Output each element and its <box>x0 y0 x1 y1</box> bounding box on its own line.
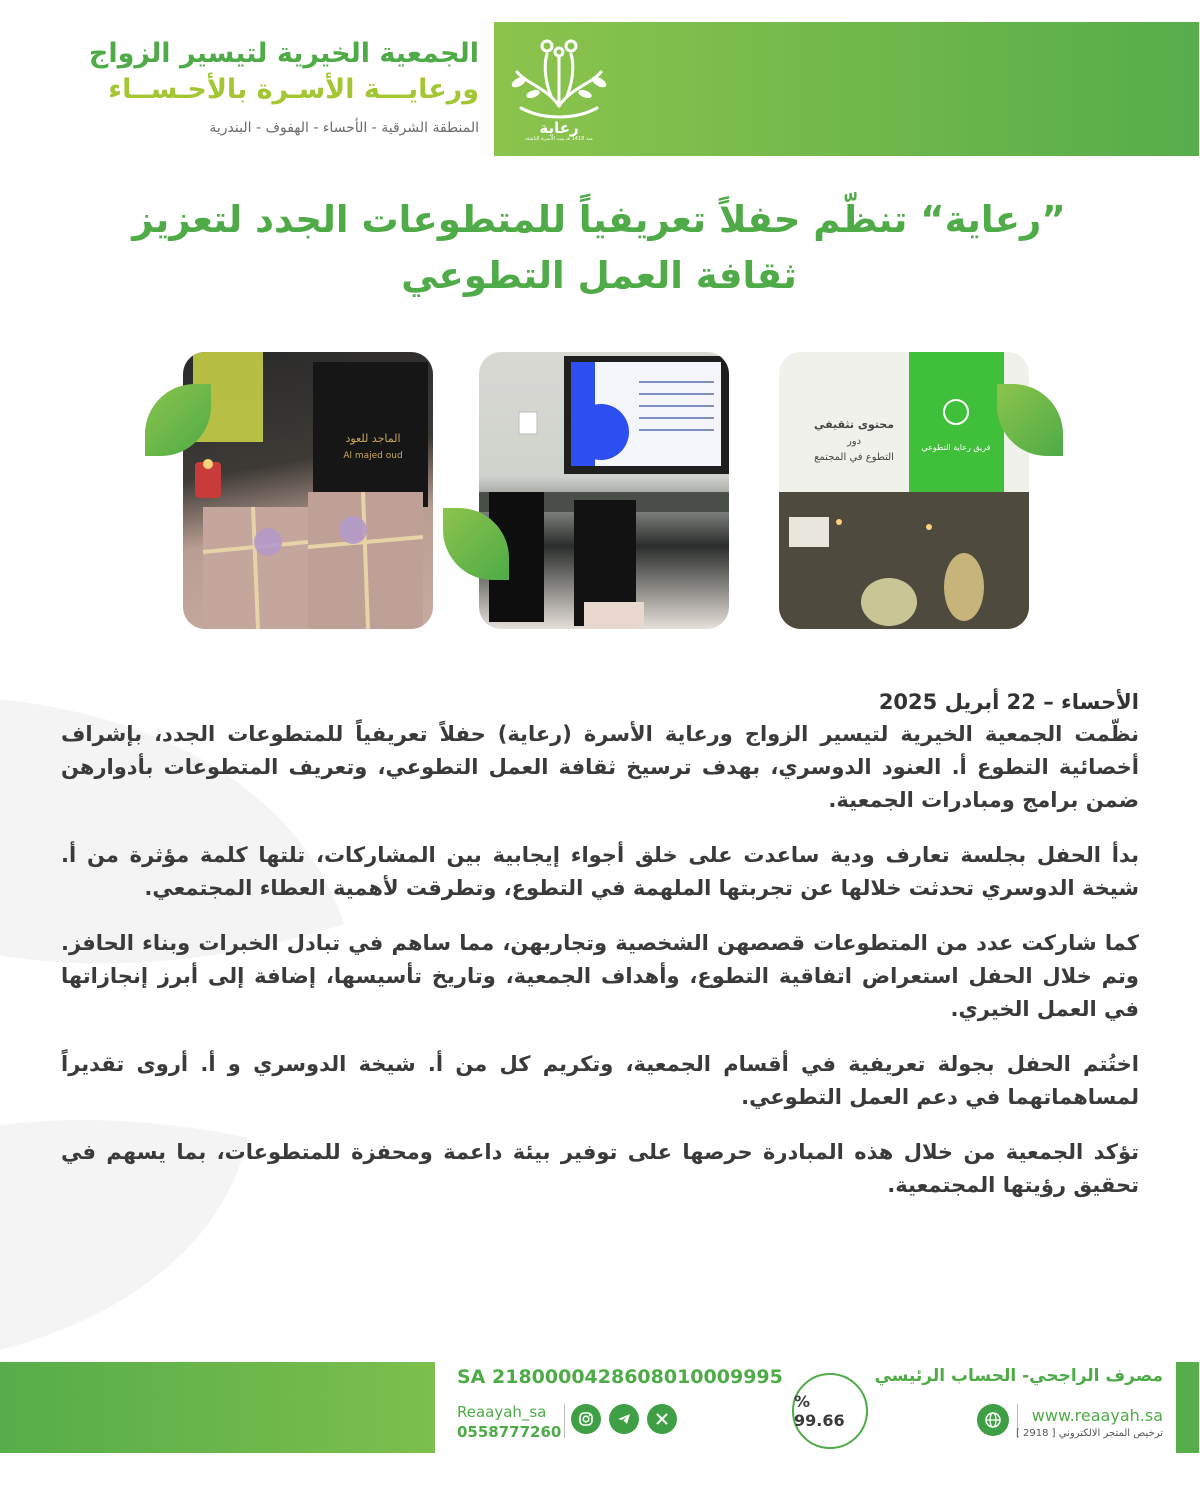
article-paragraph: بدأ الحفل بجلسة تعارف ودية ساعدت على خلق أجواء إيجابية بين المشاركات، تلتها كلمة مؤثرة من أ. شيخة الدوسري تحدثت خلالها عن تجربتها الملهمة في التطوع، وتطرقت لأهمية العطاء المجتمعي. <box>62 843 1140 900</box>
footer-green-band <box>0 1362 436 1453</box>
bag-brand-ar: الماجد للعود <box>346 432 402 445</box>
headline-line1: ”رعاية“ تنظّم حفلاً تعريفياً للمتطوعات الجدد لتعزيز <box>133 198 1067 241</box>
website-link[interactable]: www.reaayah.sa <box>1032 1406 1164 1425</box>
logo-name: رعاية <box>540 119 580 137</box>
footer-green-edge <box>1177 1362 1200 1453</box>
article-paragraph: كما شاركت عدد من المتطوعات قصصهن الشخصية وتجاربهن، مما ساهم في تبادل الخبرات وبناء الحافز. وتم خلال الحفل استعراض اتفاقية التطوع، وأهداف الجمعية، وتاريخ تأسيسها، إضافة إلى أبرز إنجازاتها في العمل الخيري. <box>62 931 1140 1021</box>
badge-value: % 99.66 <box>795 1392 846 1430</box>
x-icon[interactable] <box>648 1404 678 1434</box>
headline-line2: ثقافة العمل التطوعي <box>402 254 798 297</box>
article-paragraph: تؤكد الجمعية من خلال هذه المبادرة حرصها على توفير بيئة داعمة ومحفزة للمتطوعات، بما يسهم في تحقيق رؤيتها المجتمعية. <box>62 1140 1140 1197</box>
page-title <box>80 192 1120 304</box>
phone-number: 0558777260 <box>458 1423 563 1441</box>
photo-gift-boxes <box>184 352 434 629</box>
slide-line3: التطوع في المجتمع <box>815 452 895 463</box>
footer-divider <box>565 1404 566 1438</box>
social-handle: Reaayah_sa <box>458 1403 548 1421</box>
article-paragraph: نظّمت الجمعية الخيرية لتيسير الزواج ورعاية الأسرة (رعاية) حفلاً تعريفياً للمتطوعات الجدد، بإشراف أخصائية التطوع أ. العنود الدوسري، بهدف ترسيخ ثقافة العمل التطوعي، وتعريف المتطوعات بأدوارهن ضمن برامج ومبادرات الجمعية. <box>62 722 1140 812</box>
slide-team: فريق رعاية التطوعي <box>922 443 992 452</box>
globe-icon[interactable] <box>978 1404 1010 1436</box>
compliance-badge <box>793 1373 869 1449</box>
social-links <box>572 1404 678 1434</box>
article-paragraph: اختُتم الحفل بجولة تعريفية في أقسام الجمعية، وتكريم كل من أ. شيخة الدوسري و أ. أروى تقديراً لمساهماتهما في دعم العمل التطوعي. <box>62 1052 1140 1109</box>
slide-line1: محتوى تثقيفي <box>814 418 896 431</box>
instagram-icon[interactable] <box>572 1404 602 1434</box>
telegram-icon[interactable] <box>610 1404 640 1434</box>
bag-brand-en: Al majed oud <box>344 451 404 461</box>
bank-label: مصرف الراجحي- الحساب الرئيسي <box>875 1366 1164 1386</box>
store-license: ترخيص المتجر الالكتروني [ 2918 ] <box>1016 1428 1164 1439</box>
logo-tree-icon <box>508 36 612 142</box>
slide-line2: دور <box>847 436 863 447</box>
organization-name-block <box>40 36 480 136</box>
logo-caption: منذ 1418 هـ بيت الأسرة الناشئة <box>526 136 594 142</box>
reaayah-logo <box>508 36 612 142</box>
org-regions: المنطقة الشرقية - الأحساء - الهفوف - البندرية <box>210 120 480 136</box>
article-body <box>62 686 1140 1224</box>
dateline: الأحساء – 22 أبريل 2025 <box>879 690 1140 714</box>
iban-number: SA 2180000428608010009995 <box>458 1366 784 1388</box>
photo-volunteer-slide <box>780 352 1030 629</box>
photo-presentation-screen <box>480 352 730 629</box>
org-name-line1: الجمعية الخيرية لتيسير الزواج <box>89 38 480 69</box>
org-name-line2: ورعايـــة الأسـرة بالأحـســاء <box>109 74 480 105</box>
